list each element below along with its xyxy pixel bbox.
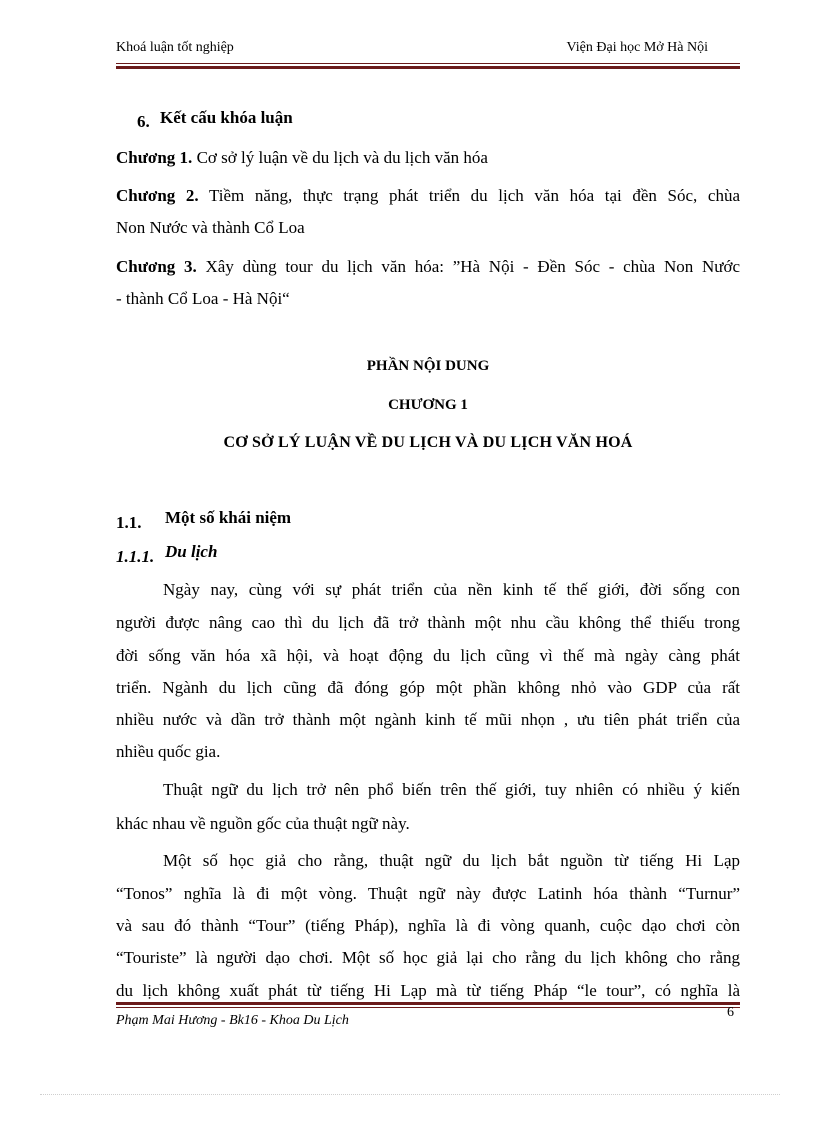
chapter-2-text: Tiềm năng, thực trạng phát triển du lịch văn hóa tại đền Sóc, chùa [198, 186, 740, 205]
section-6-title: Kết cấu khóa luận [160, 108, 293, 127]
chapter-3-label: Chương 3. [116, 257, 197, 276]
chapter-3-line [116, 257, 740, 277]
section-1-1-1-title: Du lịch [165, 542, 218, 561]
part-title: PHẦN NỘI DUNG [366, 358, 490, 374]
page-number: 6 [727, 1005, 734, 1020]
header-right: Viện Đại học Mở Hà Nội [566, 40, 708, 55]
para1-line-3: đời sống văn hóa xã hội, và hoạt động du lịch cũng vì thế mà ngày càng phát [116, 646, 740, 665]
chapter-1-line [116, 148, 488, 168]
section-1-1-heading [116, 508, 292, 532]
section-1-1-1-number: 1.1.1. [116, 547, 155, 566]
para1-line-1: Ngày nay, cùng với sự phát triển của nền kinh tế thế giới, đời sống con [163, 580, 740, 599]
para1-line-5: nhiều nước và dần trở thành một ngành kinh tế mũi nhọn , ưu tiên phát triển của [116, 710, 740, 729]
para1-line-4: triển. Ngành du lịch cũng đã đóng góp một phần không nhỏ vào GDP của rất [116, 678, 740, 697]
section-1-1-1-heading [116, 542, 218, 566]
footer-rule-thin [116, 1007, 740, 1008]
para3-line-1: Một số học giả cho rằng, thuật ngữ du lịch bắt nguồn từ tiếng Hi Lạp [163, 851, 740, 870]
section-6-number: 6. [137, 112, 150, 131]
chapter-2-line-2: Non Nước và thành Cổ Loa [116, 218, 305, 237]
para3-line-2: “Tonos” nghĩa là đi một vòng. Thuật ngữ này được Latinh hóa thành “Turnur” [116, 884, 740, 903]
para3-line-3: và sau đó thành “Tour” (tiếng Pháp), nghĩa là đi vòng quanh, cuộc dạo chơi còn [116, 916, 740, 935]
header-left: Khoá luận tốt nghiệp [116, 40, 234, 55]
chapter-title: CHƯƠNG 1 [388, 397, 468, 413]
header-rule-thin [116, 63, 740, 64]
para1-line-6: nhiều quốc gia. [116, 742, 221, 761]
para2-line-1: Thuật ngữ du lịch trở nên phổ biến trên thế giới, tuy nhiên có nhiều ý kiến [163, 780, 740, 799]
chapter-subtitle: CƠ SỞ LÝ LUẬN VỀ DU LỊCH VÀ DU LỊCH VĂN HOÁ [223, 434, 633, 451]
chapter-1-label: Chương 1. [116, 148, 193, 167]
chapter-1-text: Cơ sở lý luận về du lịch và du lịch văn hóa [192, 148, 488, 167]
section-1-1-title: Một số khái niệm [165, 508, 292, 527]
page-bottom-border [40, 1094, 780, 1095]
para3-line-4: “Touriste” là người dạo chơi. Một số học giả lại cho rằng du lịch không cho rằng [116, 948, 740, 967]
chapter-3-line-2: - thành Cổ Loa - Hà Nội“ [116, 289, 290, 308]
chapter-3-text: Xây dùng tour du lịch văn hóa: ”Hà Nội - Đền Sóc - chùa Non Nước [196, 257, 740, 276]
footer-rule-thick [116, 1002, 740, 1005]
section-6-heading [137, 108, 293, 132]
para3-line-5: du lịch không xuất phát từ tiếng Hi Lạp mà từ tiếng Pháp “le tour”, có nghĩa là [116, 981, 740, 1000]
para1-line-2: người được nâng cao thì du lịch đã trở thành một nhu cầu không thể thiếu trong [116, 613, 740, 632]
section-1-1-number: 1.1. [116, 513, 142, 532]
chapter-2-line [116, 186, 740, 206]
chapter-2-label: Chương 2. [116, 186, 199, 205]
footer-author: Phạm Mai Hương - Bk16 - Khoa Du Lịch [116, 1013, 349, 1028]
para2-line-2: khác nhau về nguồn gốc của thuật ngữ này. [116, 814, 410, 833]
header-rule-thick [116, 66, 740, 69]
